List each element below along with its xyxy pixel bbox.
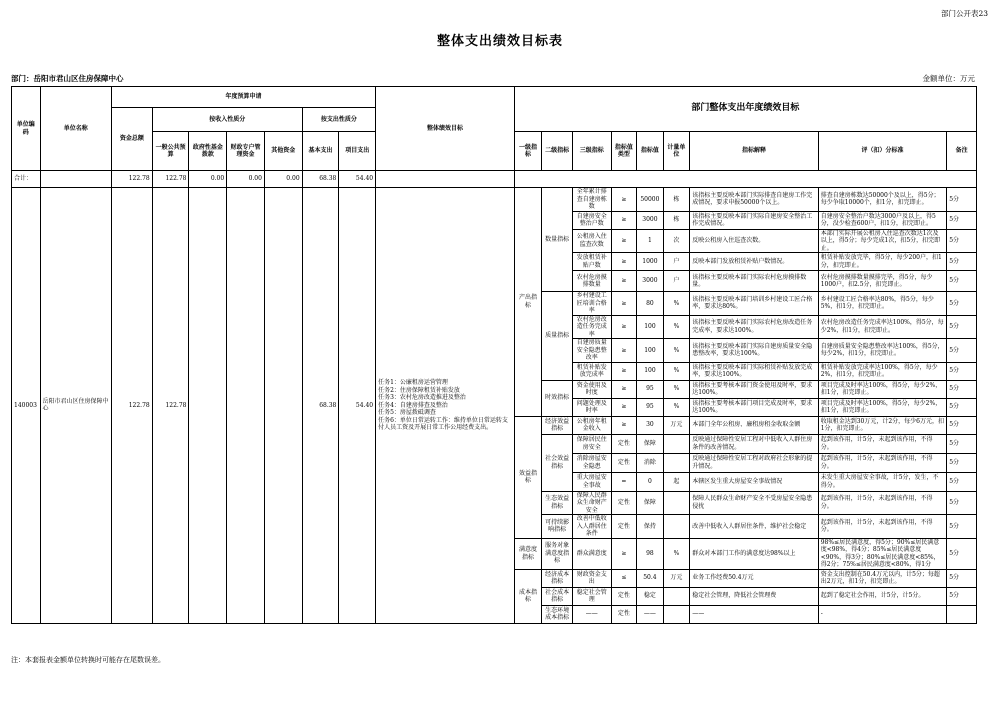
value-type-cell: ≥ (611, 416, 636, 434)
index-value-cell: 30 (637, 416, 664, 434)
level2-economic-cost: 经济成本指标 (542, 569, 573, 587)
level3-cell: 改善中低收入人群居住条件 (572, 515, 611, 539)
scoring-cell: 98%≤居民满意度，得5分；90%≤居民满意度<98%，得4分；85%≤居民满意度<90%，得3分；80%≤居民满意度<85%，得2分；75%≤居民满意度<80%，得1分 (818, 538, 947, 569)
level3-cell: 发放租赁补贴户数 (572, 253, 611, 271)
unit-measure-cell (663, 453, 690, 472)
explanation-cell: 该指标主要反映本部门实际自建房质量安全隐患整改率，要求达100%。 (690, 339, 819, 363)
unit-name: 岳阳市君山区住房保障中心 (40, 188, 111, 624)
remark-cell: 5分 (947, 380, 977, 398)
remark-cell: 5分 (947, 211, 977, 229)
scoring-cell: 排查自建房栋数达50000个及以上，得5分；每少争取10000个，扣1分，扣完即止。 (818, 188, 947, 212)
level1-satisfaction: 满意度指标 (514, 538, 542, 569)
header-explanation: 指标解释 (690, 132, 819, 171)
explanation-cell: 改善中低收入人群居住条件，维护社会稳定 (690, 515, 819, 539)
explanation-cell: 反映公租房入住巡查次数。 (690, 229, 819, 253)
level2-sustainable-impact: 可持续影响指标 (542, 515, 573, 539)
remark-cell: 5分 (947, 398, 977, 416)
index-value-cell: 50000 (637, 188, 664, 212)
value-type-cell: 定性 (611, 491, 636, 515)
remark-cell: 5分 (947, 515, 977, 539)
unit-measure-cell: % (663, 398, 690, 416)
index-value-cell: 3000 (637, 211, 664, 229)
explanation-cell: 保障人民群众生命财产安全不受房屋安全隐患侵扰 (690, 491, 819, 515)
unit-code: 140003 (12, 188, 41, 624)
total-gov-fund: 0.00 (189, 171, 227, 188)
remark-cell: 5分 (947, 315, 977, 339)
value-type-cell: ≥ (611, 271, 636, 292)
index-value-cell: 80 (637, 292, 664, 316)
index-value-cell: 消除 (637, 453, 664, 472)
level2-social-benefit: 社会效益指标 (542, 434, 573, 491)
header-annual-budget: 年度预算申请 (111, 87, 375, 108)
header-gov-fund: 政府性基金拨款 (189, 132, 227, 171)
unit-measure-cell: 万元 (663, 416, 690, 434)
unit-total: 122.78 (111, 188, 152, 624)
explanation-cell: 本辖区发生重大房屋安全事故情况 (690, 472, 819, 491)
remark-cell: 5分 (947, 339, 977, 363)
total-fiscal: 0.00 (227, 171, 265, 188)
remark-cell: 5分 (947, 569, 977, 587)
department-label: 部门：岳阳市君山区住房保障中心 (11, 74, 124, 83)
level2-quantity: 数量指标 (542, 188, 573, 292)
page-title: 整体支出绩效目标表 (436, 34, 563, 49)
index-value-cell: 95 (637, 380, 664, 398)
unit-measure-cell (663, 515, 690, 539)
scoring-cell: 乡村建设工匠合格率达80%，得5分，每少5%，扣1分，扣完即止。 (818, 292, 947, 316)
explanation-cell: 该指标主要反映本部门实际自建房安全整治工作完成情况。 (690, 211, 819, 229)
level3-cell: 自建房安全整治户数 (572, 211, 611, 229)
header-value-type: 指标值类型 (611, 132, 636, 171)
index-value-cell: 保障 (637, 491, 664, 515)
level2-service-satisfaction: 服务对象满意度指标 (542, 538, 573, 569)
remark-cell: 5分 (947, 538, 977, 569)
explanation-cell: 该指标主要反映本部门培训乡村建设工匠合格率，要求达80%。 (690, 292, 819, 316)
unit-measure-cell: % (663, 315, 690, 339)
value-type-cell: ≥ (611, 229, 636, 253)
explanation-cell: 该指标主要反映本部门实际农村危房改造任务完成率，要求达100%。 (690, 315, 819, 339)
explanation-cell: 群众对本部门工作的满意度达98%以上 (690, 538, 819, 569)
remark-cell: 5分 (947, 362, 977, 380)
total-basic: 68.38 (302, 171, 339, 188)
performance-table (11, 86, 977, 624)
explanation-cell: 业务工作经费50.4万元 (690, 569, 819, 587)
index-value-cell: 1000 (637, 253, 664, 271)
unit-measure-cell: 万元 (663, 569, 690, 587)
unit-basic: 68.38 (302, 188, 339, 624)
header-fiscal-special: 财政专户管理资金 (227, 132, 265, 171)
total-other: 0.00 (264, 171, 302, 188)
level2-quality: 质量指标 (542, 292, 573, 381)
header-level2: 二级指标 (542, 132, 573, 171)
explanation-cell: 该指标主要考核本部门资金使用及时率，要求达100%。 (690, 380, 819, 398)
level3-cell: 财政资金支出 (572, 569, 611, 587)
value-type-cell: ≥ (611, 188, 636, 212)
value-type-cell: ≥ (611, 315, 636, 339)
index-value-cell: —— (637, 605, 664, 623)
total-general: 122.78 (152, 171, 189, 188)
level1-benefit: 效益指标 (514, 416, 542, 538)
remark-cell: 5分 (947, 292, 977, 316)
explanation-cell: 反映通过保障性安居工程对中低收入人群住房条件的改善情况。 (690, 434, 819, 453)
value-type-cell: 定性 (611, 605, 636, 623)
table-number: 部门公开表23 (940, 9, 988, 18)
header-project-exp: 项目支出 (339, 132, 376, 171)
header-general-public: 一般公共预算 (152, 132, 189, 171)
level3-cell: 群众满意度 (572, 538, 611, 569)
total-perf-cell (514, 171, 976, 188)
value-type-cell: 定性 (611, 453, 636, 472)
unit-measure-cell (663, 434, 690, 453)
scoring-cell: 起到该作用，计5分，未起到该作用，不得分。 (818, 434, 947, 453)
unit-measure-cell (663, 587, 690, 605)
unit-measure-cell: % (663, 339, 690, 363)
scoring-cell: 租赁补贴发放完毕，得5分，每少200户，扣1分，扣完即止。 (818, 253, 947, 271)
level3-cell: 消除房屋安全隐患 (572, 453, 611, 472)
scoring-cell: 自建房安全整治户数达3000户及以上，得5分，没少检查600户，扣1分，扣完即止。 (818, 211, 947, 229)
value-type-cell: 定性 (611, 587, 636, 605)
value-type-cell: ≥ (611, 292, 636, 316)
unit-measure-cell: % (663, 538, 690, 569)
remark-cell: 5分 (947, 434, 977, 453)
scoring-cell: - (818, 605, 947, 623)
index-value-cell: 95 (637, 398, 664, 416)
value-type-cell: ≥ (611, 211, 636, 229)
explanation-cell: 稳定社会管理，降低社会管理费 (690, 587, 819, 605)
remark-cell: 5分 (947, 271, 977, 292)
scoring-cell: 租赁补贴发放完成率达100%，得5分，每少2%，扣1分，扣完即止。 (818, 362, 947, 380)
scoring-cell: 自建房质量安全隐患整改率达100%，得5分，每少2%，扣1分，扣完即止。 (818, 339, 947, 363)
indicator-row (12, 188, 977, 212)
header-index-value: 指标值 (637, 132, 664, 171)
unit-other (264, 188, 302, 624)
scoring-cell: 本部门实际开展公租房入住巡查次数达1次及以上，得5分；每少完成1次，扣5分，扣完即止。 (818, 229, 947, 253)
unit-general: 122.78 (152, 188, 189, 624)
level3-cell: 稳定社会管理 (572, 587, 611, 605)
unit-measure-cell: 户 (663, 253, 690, 271)
level2-economic-benefit: 经济效益指标 (542, 416, 573, 434)
header-unit-name: 单位名称 (40, 87, 111, 171)
level3-cell: 保障居民住房安全 (572, 434, 611, 453)
unit-measure-cell: 栋 (663, 211, 690, 229)
remark-cell (947, 605, 977, 623)
level3-cell: 资金使用及时度 (572, 380, 611, 398)
index-value-cell: 100 (637, 362, 664, 380)
header-other-funds: 其他资金 (264, 132, 302, 171)
remark-cell: 5分 (947, 472, 977, 491)
explanation-cell: 该指标主要考核本部门项目完成及时率，要求达100%。 (690, 398, 819, 416)
scoring-cell: 项目完成及时率达100%，得5分，每少2%，扣1分，扣完即止。 (818, 380, 947, 398)
level1-cost: 成本指标 (514, 569, 542, 623)
header-remark: 备注 (947, 132, 977, 171)
level2-ecological-cost: 生态环境成本指标 (542, 605, 573, 623)
index-value-cell: 3000 (637, 271, 664, 292)
level1-output: 产出指标 (514, 188, 542, 417)
scoring-cell: 农村危房改造任务完成率达100%，得5分，每少2%，扣1分，扣完即止。 (818, 315, 947, 339)
level3-cell: 保障人民群众生命财产安全 (572, 491, 611, 515)
value-type-cell: ≥ (611, 339, 636, 363)
level3-cell: 农村危房摸排数量 (572, 271, 611, 292)
scoring-cell: 资金支出控制在50.4万元以内，计5分；每超出2万元，扣1分，扣完即止。 (818, 569, 947, 587)
header-unit-measure: 计量单位 (663, 132, 690, 171)
level3-cell: 租赁补贴发放完成率 (572, 362, 611, 380)
explanation-cell: 反映本部门发放租赁补贴户数情况。 (690, 253, 819, 271)
value-type-cell: ≥ (611, 398, 636, 416)
level2-timeliness: 时效指标 (542, 380, 573, 416)
unit-project: 54.40 (339, 188, 376, 624)
header-by-income: 按收入性质分 (152, 108, 302, 132)
total-project: 54.40 (339, 171, 376, 188)
unit-measure-cell: 户 (663, 271, 690, 292)
unit-fiscal (227, 188, 265, 624)
remark-cell: 5分 (947, 229, 977, 253)
overall-goal-text: 任务1：公廉租房运营管理 任务2：住房保障租赁补贴发放 任务3：农村危房改造推进及整治 任务4：自建房排查及整治 任务5：房屋拨砥调查 任务6：单位日常运转工作：维持单位日常运转支付人员工资及开展日常工作公用经费支出。 (376, 188, 515, 624)
index-value-cell: 98 (637, 538, 664, 569)
level3-cell: 问题处理及时率 (572, 398, 611, 416)
header-unit-code: 单位编码 (12, 87, 41, 171)
unit-measure-cell (663, 491, 690, 515)
scoring-cell: 起到该作用，计5分，未起到该作用，不得分。 (818, 491, 947, 515)
level3-cell: 重大房屋安全事故 (572, 472, 611, 491)
value-type-cell: ≥ (611, 538, 636, 569)
index-value-cell: 保持 (637, 515, 664, 539)
remark-cell: 5分 (947, 491, 977, 515)
level3-cell: 乡村建设工匠培训合格率 (572, 292, 611, 316)
remark-cell: 5分 (947, 188, 977, 212)
index-value-cell: 稳定 (637, 587, 664, 605)
index-value-cell: 100 (637, 315, 664, 339)
explanation-cell: 该指标主要反映本部门实际排查自建房工作完成情况，要求申报50000个以上。 (690, 188, 819, 212)
scoring-cell: 未发生重大房屋安全事故，计5分，发生，不得分。 (818, 472, 947, 491)
total-row (12, 171, 977, 188)
scoring-cell: 农村危房摸排数量摸排完毕，得5分，每少1000户，扣2.5分，扣完即止。 (818, 271, 947, 292)
currency-unit: 金额单位：万元 (922, 74, 975, 83)
total-total: 122.78 (111, 171, 152, 188)
header-annual-perf-goal: 部门整体支出年度绩效目标 (514, 87, 976, 132)
value-type-cell: 定性 (611, 434, 636, 453)
level3-cell: 公租房入住监查次数 (572, 229, 611, 253)
scoring-cell: 收取租金达到30万元，计2分，每少6万元，扣1分，扣完即止。 (818, 416, 947, 434)
header-basic-exp: 基本支出 (302, 132, 339, 171)
remark-cell: 5分 (947, 416, 977, 434)
index-value-cell: 50.4 (637, 569, 664, 587)
header-level3: 三级指标 (572, 132, 611, 171)
remark-cell: 5分 (947, 453, 977, 472)
scoring-cell: 起到该作用，计5分，未起到该作用，不得分。 (818, 515, 947, 539)
unit-measure-cell (663, 605, 690, 623)
level3-cell: 公租房年租金收入 (572, 416, 611, 434)
explanation-cell: 该指标主要反映本部门实际农村危房摸排数量。 (690, 271, 819, 292)
total-goal-cell (376, 171, 515, 188)
unit-measure-cell: % (663, 380, 690, 398)
header-scoring: 评（扣）分标准 (818, 132, 947, 171)
value-type-cell: ≥ (611, 362, 636, 380)
level3-cell: 农村危房改造任务完成率 (572, 315, 611, 339)
remark-cell: 5分 (947, 253, 977, 271)
level3-cell: 自建房质量安全隐患整改率 (572, 339, 611, 363)
level2-social-cost: 社会成本指标 (542, 587, 573, 605)
total-name-cell (40, 171, 111, 188)
scoring-cell: 起到了稳定社会作用，计5分，计5分。 (818, 587, 947, 605)
header-overall-goal: 整体绩效目标 (376, 87, 515, 171)
header-by-expense: 按支出性质分 (302, 108, 375, 132)
scoring-cell: 起到该作用，计5分，未起到该作用，不得分。 (818, 453, 947, 472)
total-label: 合计： (12, 171, 41, 188)
level2-ecological-benefit: 生态效益指标 (542, 491, 573, 515)
explanation-cell: 反映通过保障性安居工程对政府社会形象的提升情况。 (690, 453, 819, 472)
unit-measure-cell: 栋 (663, 188, 690, 212)
header-level1: 一级指标 (514, 132, 542, 171)
unit-measure-cell: % (663, 292, 690, 316)
value-type-cell: 定性 (611, 515, 636, 539)
remark-cell: 5分 (947, 587, 977, 605)
unit-measure-cell: % (663, 362, 690, 380)
explanation-cell: 该指标主要反映本部门实际租赁补贴发放完成率，要求达100%。 (690, 362, 819, 380)
unit-measure-cell: 起 (663, 472, 690, 491)
value-type-cell: = (611, 472, 636, 491)
index-value-cell: 1 (637, 229, 664, 253)
header-total-funds: 资金总额 (111, 108, 152, 171)
value-type-cell: ≤ (611, 569, 636, 587)
explanation-cell: —— (690, 605, 819, 623)
footnote: 注：本套报表金额单位转换时可能存在尾数误差。 (11, 656, 165, 664)
index-value-cell: 0 (637, 472, 664, 491)
unit-gov-fund (189, 188, 227, 624)
unit-measure-cell: 次 (663, 229, 690, 253)
level3-cell: 全年累计排查自建房栋数 (572, 188, 611, 212)
level3-cell: —— (572, 605, 611, 623)
explanation-cell: 本部门全年公租房、廉租房租金收取金额 (690, 416, 819, 434)
index-value-cell: 保障 (637, 434, 664, 453)
value-type-cell: ≥ (611, 380, 636, 398)
value-type-cell: ≥ (611, 253, 636, 271)
scoring-cell: 项目完成及时率达100%，得5分，每少2%，扣1分，扣完即止。 (818, 398, 947, 416)
index-value-cell: 100 (637, 339, 664, 363)
